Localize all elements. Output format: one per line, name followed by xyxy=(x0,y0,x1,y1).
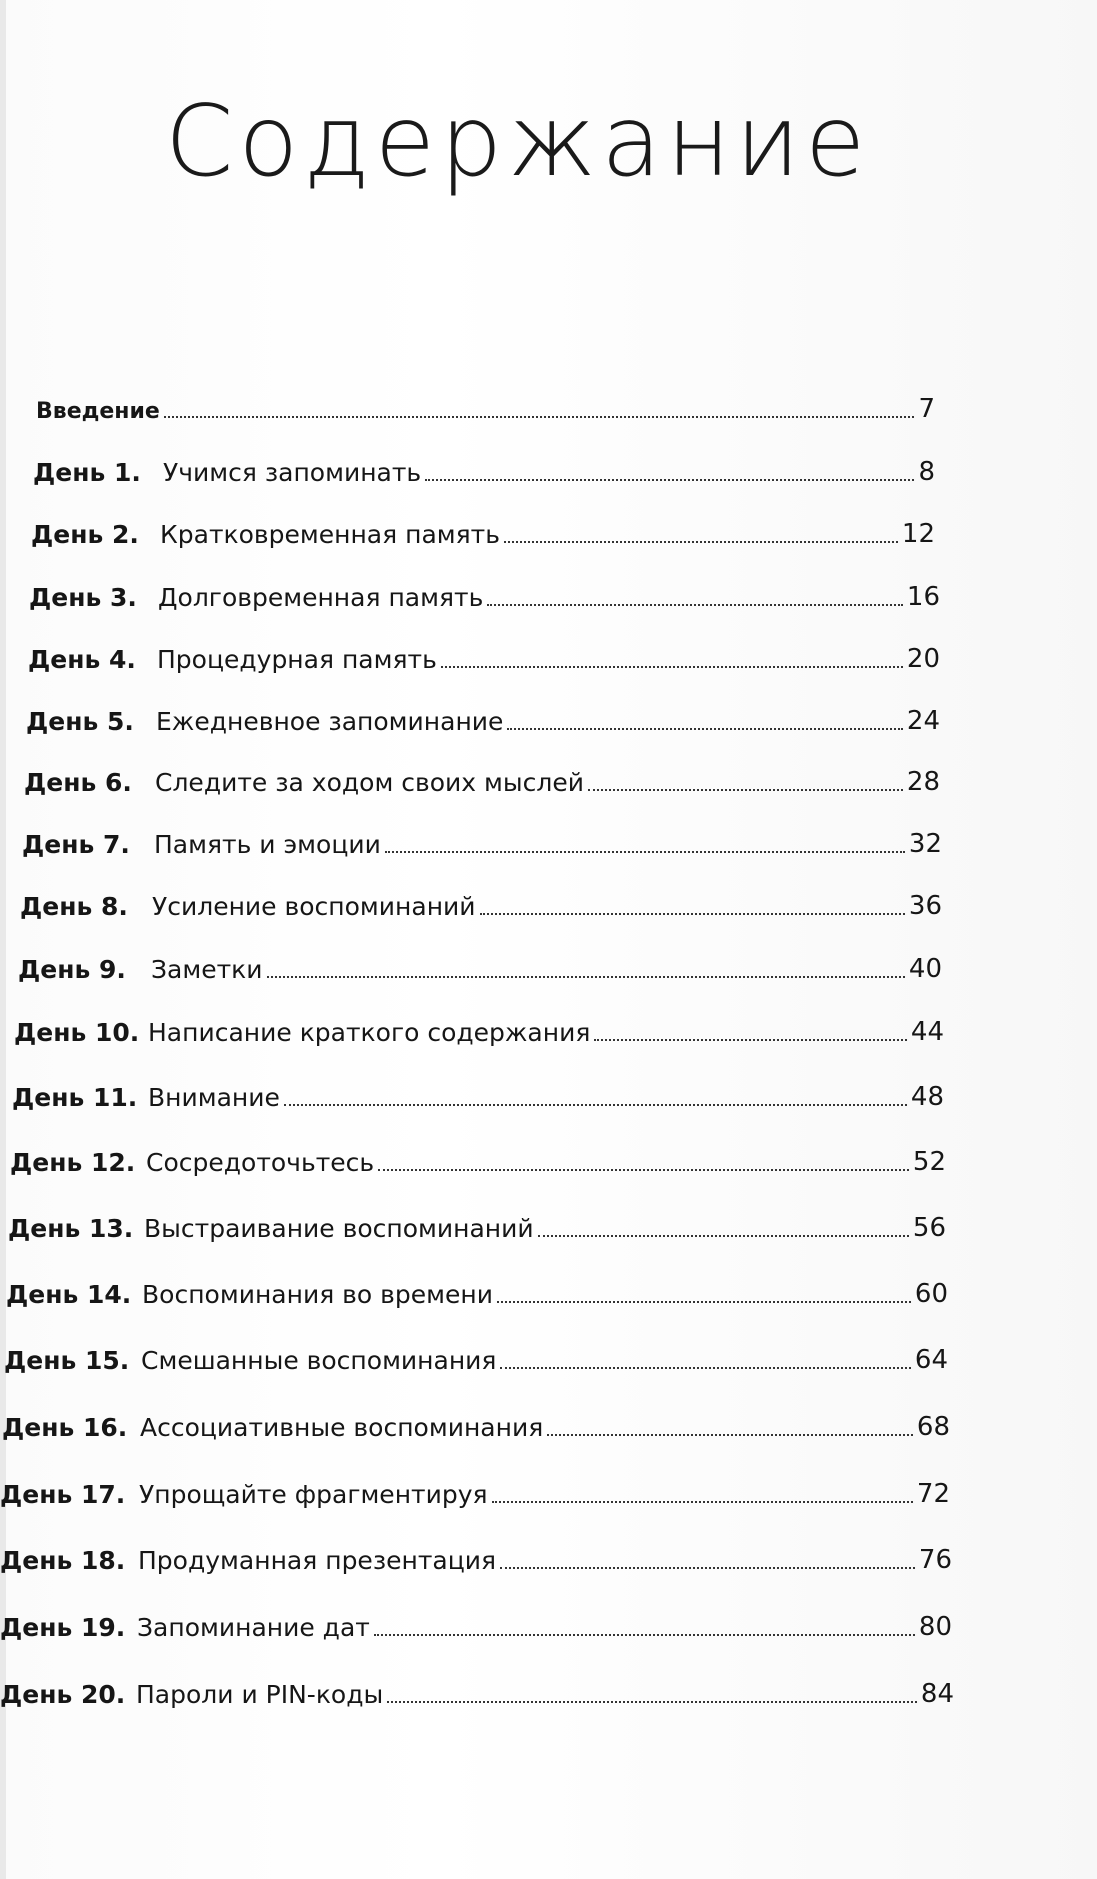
dot-leader xyxy=(588,789,903,791)
day-label: День 13. xyxy=(8,1214,134,1243)
day-label: День 10. xyxy=(14,1018,140,1047)
toc-entry xyxy=(36,380,935,424)
chapter-title: Учимся запоминать xyxy=(163,458,422,487)
dot-leader xyxy=(547,1434,913,1436)
toc-entry xyxy=(0,1531,952,1575)
toc-entry xyxy=(28,630,940,674)
chapter-title: Упрощайте фрагментируя xyxy=(139,1480,488,1509)
toc-entry xyxy=(14,1003,944,1047)
page-number: 12 xyxy=(901,519,935,549)
toc-entry xyxy=(4,1331,948,1375)
toc-entry xyxy=(2,1398,950,1442)
dot-leader xyxy=(538,1235,909,1237)
dot-leader xyxy=(480,913,905,915)
chapter-title: Воспоминания во времени xyxy=(142,1280,493,1309)
page-number: 68 xyxy=(916,1412,950,1442)
day-label: День 14. xyxy=(6,1280,132,1309)
toc-entry xyxy=(24,753,940,797)
chapter-title: Запоминание дат xyxy=(137,1613,370,1642)
page-number: 28 xyxy=(906,767,940,797)
dot-leader xyxy=(267,976,905,978)
day-label: День 8. xyxy=(20,892,128,921)
day-label: День 11. xyxy=(12,1083,138,1112)
chapter-title: Внимание xyxy=(148,1083,280,1112)
chapter-title: Заметки xyxy=(151,955,263,984)
dot-leader xyxy=(387,1701,917,1703)
dot-leader xyxy=(425,479,914,481)
dot-leader xyxy=(385,851,905,853)
chapter-title: Усиление воспоминаний xyxy=(152,892,476,921)
chapter-title: Долговременная память xyxy=(158,583,484,612)
dot-leader xyxy=(378,1169,909,1171)
dot-leader xyxy=(487,604,903,606)
day-label: День 16. xyxy=(2,1413,128,1442)
day-label: День 7. xyxy=(22,830,130,859)
chapter-title: Ежедневное запоминание xyxy=(156,707,504,736)
day-label: День 19. xyxy=(0,1613,126,1642)
page-number: 80 xyxy=(918,1612,952,1642)
dot-leader xyxy=(500,1367,910,1369)
day-label: День 12. xyxy=(10,1148,136,1177)
day-label: День 6. xyxy=(24,768,132,797)
dot-leader xyxy=(500,1567,915,1569)
page-number: 76 xyxy=(918,1545,952,1575)
page-number: 24 xyxy=(906,706,940,736)
day-label: День 9. xyxy=(18,955,126,984)
chapter-title: Выстраивание воспоминаний xyxy=(144,1214,534,1243)
dot-leader xyxy=(441,666,903,668)
toc-entry xyxy=(8,1199,946,1243)
dot-leader xyxy=(504,541,898,543)
chapter-title: Память и эмоции xyxy=(154,830,381,859)
page-number: 48 xyxy=(910,1082,944,1112)
chapter-title: Продуманная презентация xyxy=(138,1546,497,1575)
toc-entry xyxy=(0,1665,954,1709)
day-label: День 1. xyxy=(33,458,141,487)
chapter-title: Следите за ходом своих мыслей xyxy=(155,768,584,797)
dot-leader xyxy=(492,1501,913,1503)
toc-entry xyxy=(0,1598,952,1642)
page-number: 72 xyxy=(916,1479,950,1509)
page-number: 64 xyxy=(914,1345,948,1375)
chapter-title: Написание краткого содержания xyxy=(148,1018,591,1047)
day-label: День 3. xyxy=(29,583,137,612)
page-number: 7 xyxy=(918,394,935,424)
chapter-title: Ассоциативные воспоминания xyxy=(140,1413,544,1442)
toc-entry xyxy=(26,692,940,736)
intro-label: Введение xyxy=(36,399,160,424)
toc-entry xyxy=(29,568,940,612)
page-number: 40 xyxy=(908,954,942,984)
page-number: 16 xyxy=(906,582,940,612)
chapter-title: Смешанные воспоминания xyxy=(141,1346,497,1375)
chapter-title: Кратковременная память xyxy=(160,520,500,549)
page-number: 8 xyxy=(918,457,935,487)
day-label: День 20. xyxy=(0,1680,126,1709)
page-number: 56 xyxy=(912,1213,946,1243)
day-label: День 5. xyxy=(26,707,134,736)
page-number: 36 xyxy=(908,891,942,921)
day-label: День 2. xyxy=(31,520,139,549)
page-number: 60 xyxy=(914,1279,948,1309)
day-label: День 4. xyxy=(28,645,136,674)
chapter-title: Пароли и PIN-коды xyxy=(136,1680,384,1709)
page-number: 44 xyxy=(910,1017,944,1047)
day-label: День 15. xyxy=(4,1346,130,1375)
page-title: Содержание xyxy=(165,85,871,199)
dot-leader xyxy=(374,1634,915,1636)
day-label: День 18. xyxy=(0,1546,126,1575)
chapter-title: Процедурная память xyxy=(157,645,437,674)
toc-entry xyxy=(33,443,935,487)
toc-entry xyxy=(10,1133,946,1177)
toc-entry xyxy=(22,815,942,859)
dot-leader xyxy=(497,1301,911,1303)
page-number: 32 xyxy=(908,829,942,859)
toc-entry xyxy=(20,877,942,921)
toc-entry xyxy=(18,940,942,984)
toc-entry xyxy=(31,505,935,549)
page-number: 20 xyxy=(906,644,940,674)
toc-entry xyxy=(0,1465,950,1509)
page-number: 52 xyxy=(912,1147,946,1177)
chapter-title: Сосредоточьтесь xyxy=(146,1148,375,1177)
toc-entry xyxy=(12,1068,944,1112)
dot-leader xyxy=(284,1104,907,1106)
dot-leader xyxy=(594,1039,907,1041)
page-number: 84 xyxy=(920,1679,954,1709)
dot-leader xyxy=(164,416,915,418)
dot-leader xyxy=(507,728,902,730)
toc-entry xyxy=(6,1265,948,1309)
day-label: День 17. xyxy=(0,1480,126,1509)
